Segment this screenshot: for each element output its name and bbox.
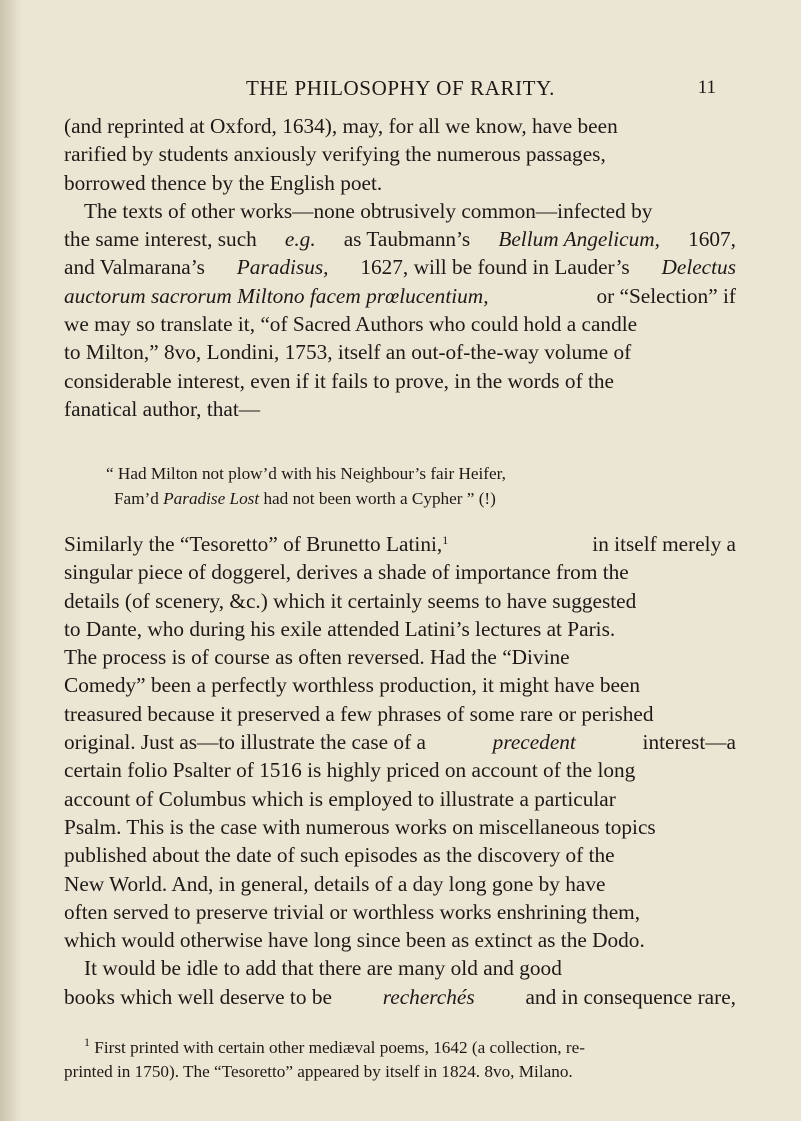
text-span: Fam’d bbox=[114, 489, 159, 508]
text-span: First printed with certain other mediæval poems, 1642 (a collection, re- bbox=[94, 1038, 585, 1057]
text-span: had not been worth a Cypher ” (!) bbox=[263, 489, 496, 508]
text-line: Comedy” been a perfectly worthless production, it might have been bbox=[64, 673, 641, 698]
text-line: certain folio Psalter of 1516 is highly priced on account of the long bbox=[64, 758, 636, 783]
text-line: published about the date of such episodes as the discovery of the bbox=[64, 843, 615, 868]
text-line: often served to preserve trivial or worthless works enshrining them, bbox=[64, 899, 641, 924]
italic-title: Paradise Lost bbox=[163, 489, 260, 508]
text-line bbox=[64, 728, 736, 756]
text-line: considerable interest, even if it fails to prove, in the words of the bbox=[64, 368, 615, 393]
footnote-line bbox=[64, 1036, 736, 1060]
running-head: THE PHILOSOPHY OF RARITY. bbox=[245, 76, 556, 100]
page-header bbox=[0, 76, 801, 106]
text-span bbox=[64, 1036, 585, 1061]
text-line: fanatical author, that— bbox=[64, 396, 261, 421]
page-edge-shadow bbox=[0, 0, 22, 1121]
text-span: 1627, will be found in Lauder’s bbox=[360, 255, 630, 280]
footnote-line: printed in 1750). The “Tesoretto” appeared by itself in 1824. 8vo, Milano. bbox=[64, 1062, 573, 1081]
text-span: and in consequence rare, bbox=[525, 984, 736, 1009]
text-span: or “Selection” if bbox=[596, 283, 736, 308]
paragraph-4 bbox=[64, 954, 736, 1011]
italic-span: e.g. bbox=[284, 227, 316, 252]
footnote-ref: 1 bbox=[442, 533, 449, 547]
italic-span: precedent bbox=[492, 730, 576, 755]
paragraph-1 bbox=[64, 112, 736, 197]
text-line bbox=[64, 282, 736, 310]
text-line: rarified by students anxiously verifying the numerous passages, bbox=[64, 142, 606, 167]
italic-title: auctorum sacrorum Miltono facem prœlucentium, bbox=[64, 283, 489, 308]
text-span: books which well deserve to be bbox=[64, 984, 332, 1009]
italic-span: recherchés bbox=[382, 984, 475, 1009]
text-line: The process is of course as often reversed. Had the “Divine bbox=[64, 645, 570, 670]
text-line: to Dante, who during his exile attended Latini’s lectures at Paris. bbox=[64, 616, 616, 641]
footnote-marker: 1 bbox=[84, 1035, 90, 1049]
text-line: details (of scenery, &c.) which it certainly seems to have suggested bbox=[64, 588, 637, 613]
page-number: 11 bbox=[697, 77, 716, 98]
text-line: Psalm. This is the case with numerous works on miscellaneous topics bbox=[64, 814, 656, 839]
text-line bbox=[64, 983, 736, 1011]
text-span bbox=[64, 530, 448, 561]
text-span: as Taubmann’s bbox=[343, 227, 471, 252]
text-span: in itself merely a bbox=[592, 532, 736, 556]
text-line: treasured because it preserved a few phrases of some rare or perished bbox=[64, 701, 654, 726]
text-line: we may so translate it, “of Sacred Authors who could hold a candle bbox=[64, 312, 638, 337]
text-line bbox=[64, 225, 736, 253]
text-span: interest—a bbox=[642, 730, 736, 755]
text-line: which would otherwise have long since been as extinct as the Dodo. bbox=[64, 928, 645, 953]
verse-quotation bbox=[106, 461, 726, 511]
main-text bbox=[64, 112, 736, 423]
quote-line: “ Had Milton not plow’d with his Neighbour’s fair Heifer, bbox=[106, 464, 506, 483]
text-span: the same interest, such bbox=[64, 227, 257, 252]
text-span: and Valmarana’s bbox=[64, 255, 205, 280]
text-line: It would be idle to add that there are many old and good bbox=[84, 956, 562, 981]
main-text-continued bbox=[64, 530, 736, 1011]
text-line: account of Columbus which is employed to illustrate a particular bbox=[64, 786, 616, 811]
italic-title: Bellum Angelicum, bbox=[498, 227, 660, 252]
text-line: The texts of other works—none obtrusively common—infected by bbox=[84, 198, 653, 223]
paragraph-3 bbox=[64, 530, 736, 954]
text-line: (and reprinted at Oxford, 1634), may, for all we know, have been bbox=[64, 114, 618, 138]
text-span: 1607, bbox=[688, 227, 736, 252]
paragraph-2 bbox=[64, 197, 736, 423]
text-line: borrowed thence by the English poet. bbox=[64, 170, 383, 195]
text-line bbox=[64, 530, 736, 558]
quote-line bbox=[106, 486, 726, 511]
text-line: singular piece of doggerel, derives a shade of importance from the bbox=[64, 560, 629, 585]
text-span: original. Just as—to illustrate the case of a bbox=[64, 730, 426, 755]
text-line: to Milton,” 8vo, Londini, 1753, itself an out-of-the-way volume of bbox=[64, 340, 632, 365]
text-line bbox=[64, 253, 736, 281]
text-span: Similarly the “Tesoretto” of Brunetto Latini, bbox=[64, 532, 443, 556]
italic-title: Delectus bbox=[661, 255, 736, 280]
footnote bbox=[64, 1036, 736, 1084]
text-line: New World. And, in general, details of a day long gone by have bbox=[64, 871, 606, 896]
italic-title: Paradisus, bbox=[236, 255, 329, 280]
